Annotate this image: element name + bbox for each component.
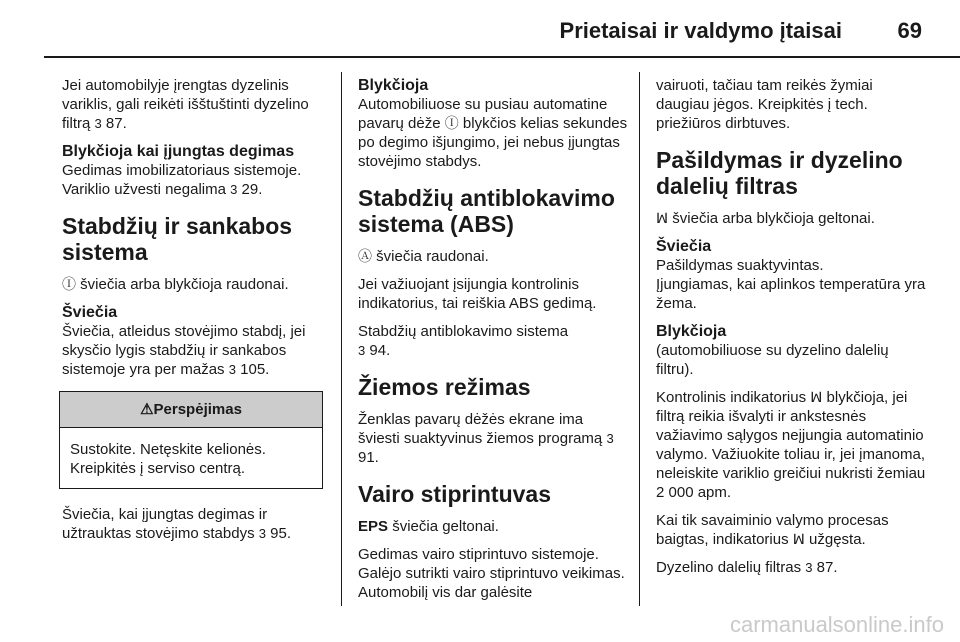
- page-ref-arrow-icon: 3: [805, 560, 813, 575]
- paragraph-text: šviečia arba blykčioja raudonai.: [80, 276, 289, 293]
- abs-icon: Ⓐ: [358, 248, 372, 264]
- section-heading: Vairo stiprintuvas: [358, 481, 552, 507]
- paragraph: [358, 322, 628, 360]
- paragraph: Įjungiamas, kai aplinkos temperatūra yra žema.: [656, 276, 926, 312]
- subheading: Šviečia: [62, 304, 118, 321]
- page-ref[interactable]: 105.: [240, 361, 270, 378]
- paragraph-text: Gedimas imobilizatoriaus sistemoje. Variklio užvesti negalima: [62, 162, 302, 198]
- brake-warning-icon: Ⓘ: [62, 276, 76, 292]
- warning-triangle-icon: ⚠: [140, 401, 154, 418]
- paragraph-text: Ženklas pavarų dėžės ekrane ima šviesti suaktyvinus žiemos programą: [358, 411, 603, 447]
- paragraph-text: blykčioja, jei filtrą reikia išvalyti ir ankstesnės važiavimo sąlygos neįjungia automatinio valymo. Važiuokite toliau ir, jei įmanoma, neleiskite varikliо greičiui nukristi žemiau 2 000 apm.: [656, 389, 926, 501]
- paragraph-text: Kai tik savaiminio valymo procesas baigtas, indikatorius: [656, 512, 889, 548]
- paragraph-text: Jei automobilyje įrengtas dyzelinis variklis, gali reikėti išštuštinti dyzelino filtrą: [62, 77, 309, 132]
- glow-plug-icon: ꟽ: [792, 531, 805, 547]
- column-divider-1: [341, 72, 342, 606]
- section-heading: Stabdžių ir sankabos sistema: [62, 213, 293, 265]
- page-ref-arrow-icon: 3: [258, 526, 266, 541]
- page-number: 69: [897, 18, 922, 43]
- paragraph-text: šviečia raudonai.: [376, 248, 489, 265]
- paragraph: [62, 505, 328, 543]
- paragraph-text: blykčios kelias sekundes po degimo išjungimo, jei nebus įjungtas stovėjimo stabdys.: [358, 115, 628, 170]
- glow-plug-icon: ꟽ: [656, 210, 669, 226]
- paragraph: [656, 511, 928, 549]
- paragraph: vairuoti, tačiau tam reikės žymiai daugiau jėgos. Kreipkitės į tech. priežiūros dirbtuves.: [656, 77, 873, 132]
- paragraph: [358, 95, 628, 171]
- page-ref[interactable]: 29.: [241, 181, 263, 198]
- warning-text: Sustokite. Netęskite kelionės. Kreipkitės į serviso centrą.: [70, 441, 266, 477]
- section-heading: Stabdžių antiblokavimo sistema (ABS): [358, 185, 615, 237]
- watermark: carmanualsonline.info: [729, 612, 944, 637]
- page-ref-arrow-icon: 3: [228, 362, 236, 377]
- warning-box: [59, 391, 323, 489]
- paragraph-text: Šviečia, atleidus stovėjimo stabdį, jei skysčio lygis stabdžių ir sankabos sistemoje yra per mažas: [62, 323, 306, 378]
- paragraph-text: Kontrolinis indikatorius: [656, 389, 807, 406]
- paragraph: [62, 275, 328, 294]
- section-heading: Pašildymas ir dyzelino dalelių filtras: [656, 147, 903, 199]
- page-ref[interactable]: 87.: [105, 115, 127, 132]
- page-header: [0, 0, 960, 60]
- paragraph-text: Stabdžių antiblokavimo sistema: [358, 323, 569, 340]
- paragraph-text: šviečia arba blykčioja geltonai.: [672, 210, 875, 227]
- subheading: Blykčioja: [656, 323, 727, 340]
- paragraph: [358, 517, 628, 536]
- page-ref-arrow-icon: 3: [606, 431, 614, 446]
- paragraph: [358, 247, 628, 266]
- paragraph-text: šviečia geltonai.: [392, 518, 499, 535]
- page-ref[interactable]: 94.: [369, 342, 391, 359]
- paragraph: Jei važiuojant įsijungia kontrolinis indikatorius, tai reiškia ABS gedimą.: [358, 276, 597, 312]
- subheading: Šviečia: [656, 238, 712, 255]
- column-1: [62, 76, 328, 552]
- header-rule: [44, 56, 960, 58]
- page-ref-arrow-icon: 3: [230, 182, 238, 197]
- column-divider-2: [639, 72, 640, 606]
- brake-warning-icon: Ⓘ: [444, 115, 459, 131]
- subheading: Blykčioja kai įjungtas degimas: [62, 143, 295, 160]
- paragraph: Gedimas vairo stiprintuvo sistemoje. Galėjo sutrikti vairo stiprintuvo veikimas. Automobilį vis dar galėsite: [358, 546, 625, 601]
- section-heading: Žiemos režimas: [358, 374, 531, 400]
- paragraph-text: užgęsta.: [809, 531, 866, 548]
- paragraph: [62, 76, 328, 133]
- eps-label: EPS: [358, 518, 389, 535]
- page-ref[interactable]: 87.: [816, 559, 838, 576]
- paragraph: [656, 558, 928, 577]
- paragraph: Pašildymas suaktyvintas.: [656, 257, 824, 274]
- warning-header: [60, 392, 322, 428]
- paragraph-text: Automobiliuose su pusiau automatine pavarų dėže: [358, 96, 608, 132]
- page-ref[interactable]: 91.: [358, 449, 379, 466]
- paragraph: [62, 322, 328, 379]
- page-ref-arrow-icon: 3: [94, 116, 102, 131]
- paragraph: [358, 410, 628, 467]
- subheading: Blykčioja: [358, 77, 429, 94]
- column-3: [656, 76, 928, 586]
- header-title: Prietaisai ir valdymo įtaisai: [559, 18, 842, 43]
- warning-title: Perspėjimas: [153, 401, 242, 418]
- paragraph: [656, 209, 928, 228]
- paragraph-text: Šviečia, kai įjungtas degimas ir užtrauktas stovėjimo stabdys: [62, 506, 268, 542]
- glow-plug-icon: ꟽ: [810, 389, 823, 405]
- paragraph-text: Dyzelino dalelių filtras: [656, 559, 802, 576]
- page-ref[interactable]: 95.: [270, 525, 292, 542]
- paragraph: [656, 388, 928, 502]
- paragraph: (automobiliuose su dyzelino dalelių filtru).: [656, 342, 889, 378]
- paragraph: [62, 161, 328, 199]
- page-ref-arrow-icon: 3: [358, 343, 366, 358]
- column-2: [358, 76, 628, 611]
